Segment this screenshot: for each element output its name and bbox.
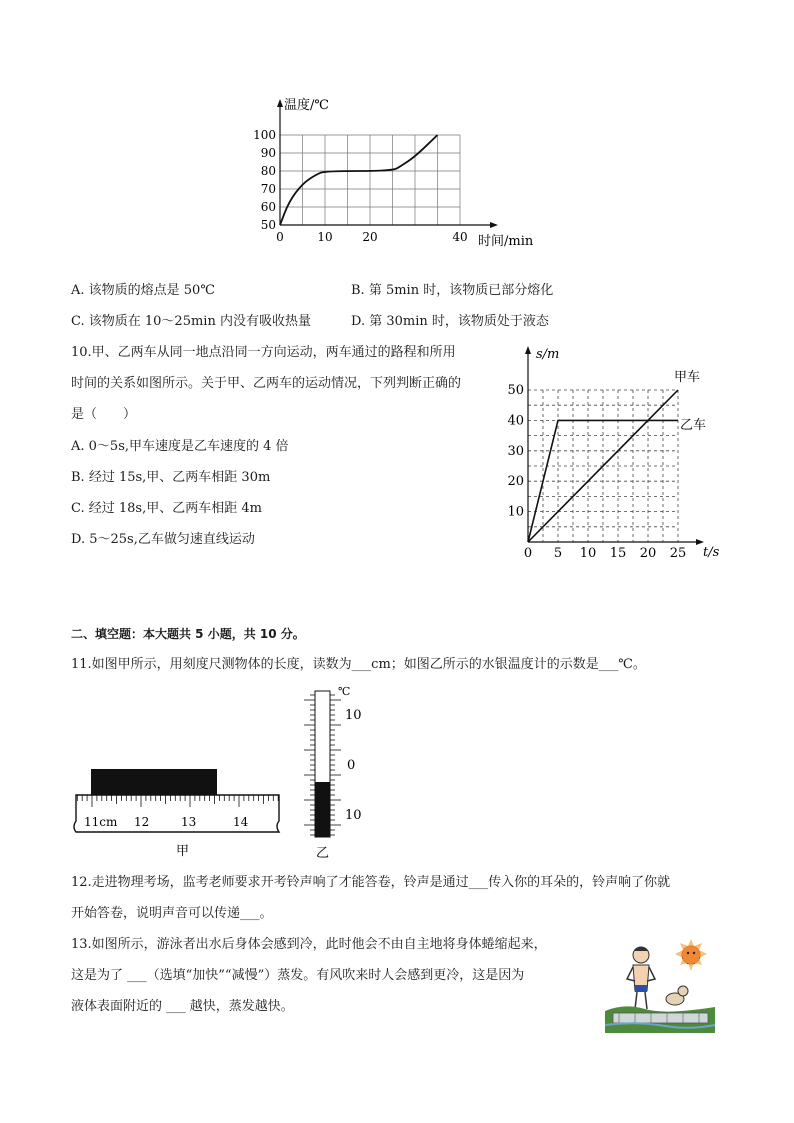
q12-line1: 12.走进物理考场，监考老师要求开考铃声响了才能答卷，铃声是通过___传入你的耳朵的，铃声响了你就 — [71, 875, 671, 890]
q9-option-d: D. 第 30min 时，该物质处于液态 — [351, 314, 549, 329]
chart2-series-label-yi: 乙车 — [680, 418, 707, 433]
temperature-time-chart — [250, 95, 550, 255]
chart1-x-arrow — [490, 222, 498, 228]
distance-time-chart — [500, 340, 740, 565]
chart1-x-tick-label: 20 — [362, 230, 378, 244]
chart2-x-tick-label: 20 — [639, 546, 657, 561]
thermometer-unit: ℃ — [338, 685, 351, 698]
chart2-y-axis-label: s/m — [536, 347, 560, 362]
chart1-y-tick-label: 80 — [260, 164, 276, 178]
q13-line2: 这是为了 ___（选填“加快”“减慢”）蒸发。有风吹来时人会感到更冷，这是因为 — [71, 968, 525, 983]
q9-option-c: C. 该物质在 10～25min 内没有吸收热量 — [71, 314, 311, 329]
ruler-label-14: 14 — [233, 815, 249, 829]
sun-icon — [675, 939, 707, 971]
thermometer-caption: 乙 — [316, 846, 330, 861]
ruler-label-12: 12 — [134, 815, 150, 829]
thermometer-label-0: 0 — [347, 758, 356, 773]
chart2-x-tick-label: 10 — [579, 546, 597, 561]
q10-option-a: A. 0～5s,甲车速度是乙车速度的 4 倍 — [71, 439, 289, 454]
chart2-series-label-jia: 甲车 — [674, 370, 701, 385]
q9-option-a: A. 该物质的熔点是 50℃ — [71, 283, 215, 298]
q10-option-d: D. 5～25s,乙车做匀速直线运动 — [71, 532, 255, 547]
chart1-y-tick-label: 90 — [260, 146, 276, 160]
q10-stem-line1: 10.甲、乙两车从同一地点沿同一方向运动，两车通过的路程和所用 — [71, 345, 456, 360]
q12-line2: 开始答卷，说明声音可以传递___。 — [71, 906, 273, 921]
chart1-axes — [277, 99, 498, 228]
swimmer-figure — [627, 947, 655, 1009]
q13-line1: 13.如图所示，游泳者出水后身体会感到冷，此时他会不由自主地将身体蜷缩起来， — [71, 937, 547, 952]
q11-text: 11.如图甲所示，用刻度尺测物体的长度，读数为___cm；如图乙所示的水银温度计的示数是___℃。 — [71, 657, 646, 672]
thermometer-label-10-top: 10 — [345, 708, 362, 723]
chart2-x-tick-label: 15 — [609, 546, 627, 561]
chart2-y-arrow — [525, 346, 531, 354]
section2-heading: 二、填空题：本大题共 5 小题，共 10 分。 — [71, 627, 305, 641]
chart1-y-tick-label: 50 — [260, 218, 276, 232]
ruler-figure — [70, 765, 285, 860]
chart2-y-tick-label: 30 — [507, 443, 524, 459]
chart2-y-tick-label: 50 — [507, 383, 524, 398]
chart1-x-axis-label: 时间/min — [478, 234, 534, 249]
chart1-y-tick-label: 60 — [260, 200, 276, 214]
chart1-x-tick-label: 0 — [276, 230, 284, 244]
q10-stem-line2: 时间的关系如图所示。关于甲、乙两车的运动情况，下列判断正确的 — [71, 376, 462, 391]
q9-option-b: B. 第 5min 时，该物质已部分熔化 — [351, 283, 554, 298]
chart2-y-tick-label: 10 — [507, 504, 524, 520]
ruler-label-13: 13 — [181, 815, 197, 829]
chart2-x-tick-label: 25 — [669, 546, 687, 561]
measured-object — [91, 769, 217, 795]
swimmer-illustration — [605, 933, 715, 1033]
chart1-y-tick-label: 70 — [260, 182, 276, 196]
mercury-column — [315, 782, 330, 837]
chart2-y-tick-label: 20 — [507, 474, 524, 490]
chart2-y-tick-label: 40 — [507, 413, 524, 429]
q10-stem-line3: 是（ ） — [71, 407, 137, 422]
chart1-y-axis-label: 温度/℃ — [284, 98, 329, 113]
q10-option-b: B. 经过 15s,甲、乙两车相距 30m — [71, 470, 271, 485]
poolside-ground — [605, 1006, 715, 1033]
chart1-series-curve — [280, 135, 438, 225]
q10-option-c: C. 经过 18s,甲、乙两车相距 4m — [71, 501, 262, 516]
chart1-x-tick-label: 10 — [317, 230, 333, 244]
q13-line3: 液体表面附近的 ___ 越快，蒸发越快。 — [71, 999, 294, 1014]
thermometer-figure — [295, 683, 375, 863]
dog-figure — [666, 986, 688, 1005]
chart2-x-tick-label: 0 — [523, 546, 533, 561]
chart2-x-axis-label: t/s — [703, 545, 720, 560]
chart1-ticks — [253, 128, 468, 244]
chart1-x-tick-label: 40 — [452, 230, 468, 244]
ruler-label-11cm: 11cm — [84, 815, 118, 829]
chart1-y-tick-label: 100 — [253, 128, 276, 142]
chart1-y-arrow — [277, 99, 283, 107]
ruler-caption: 甲 — [176, 844, 190, 859]
chart2-x-tick-label: 5 — [553, 546, 563, 561]
thermometer-label-10-bottom: 10 — [345, 808, 362, 823]
